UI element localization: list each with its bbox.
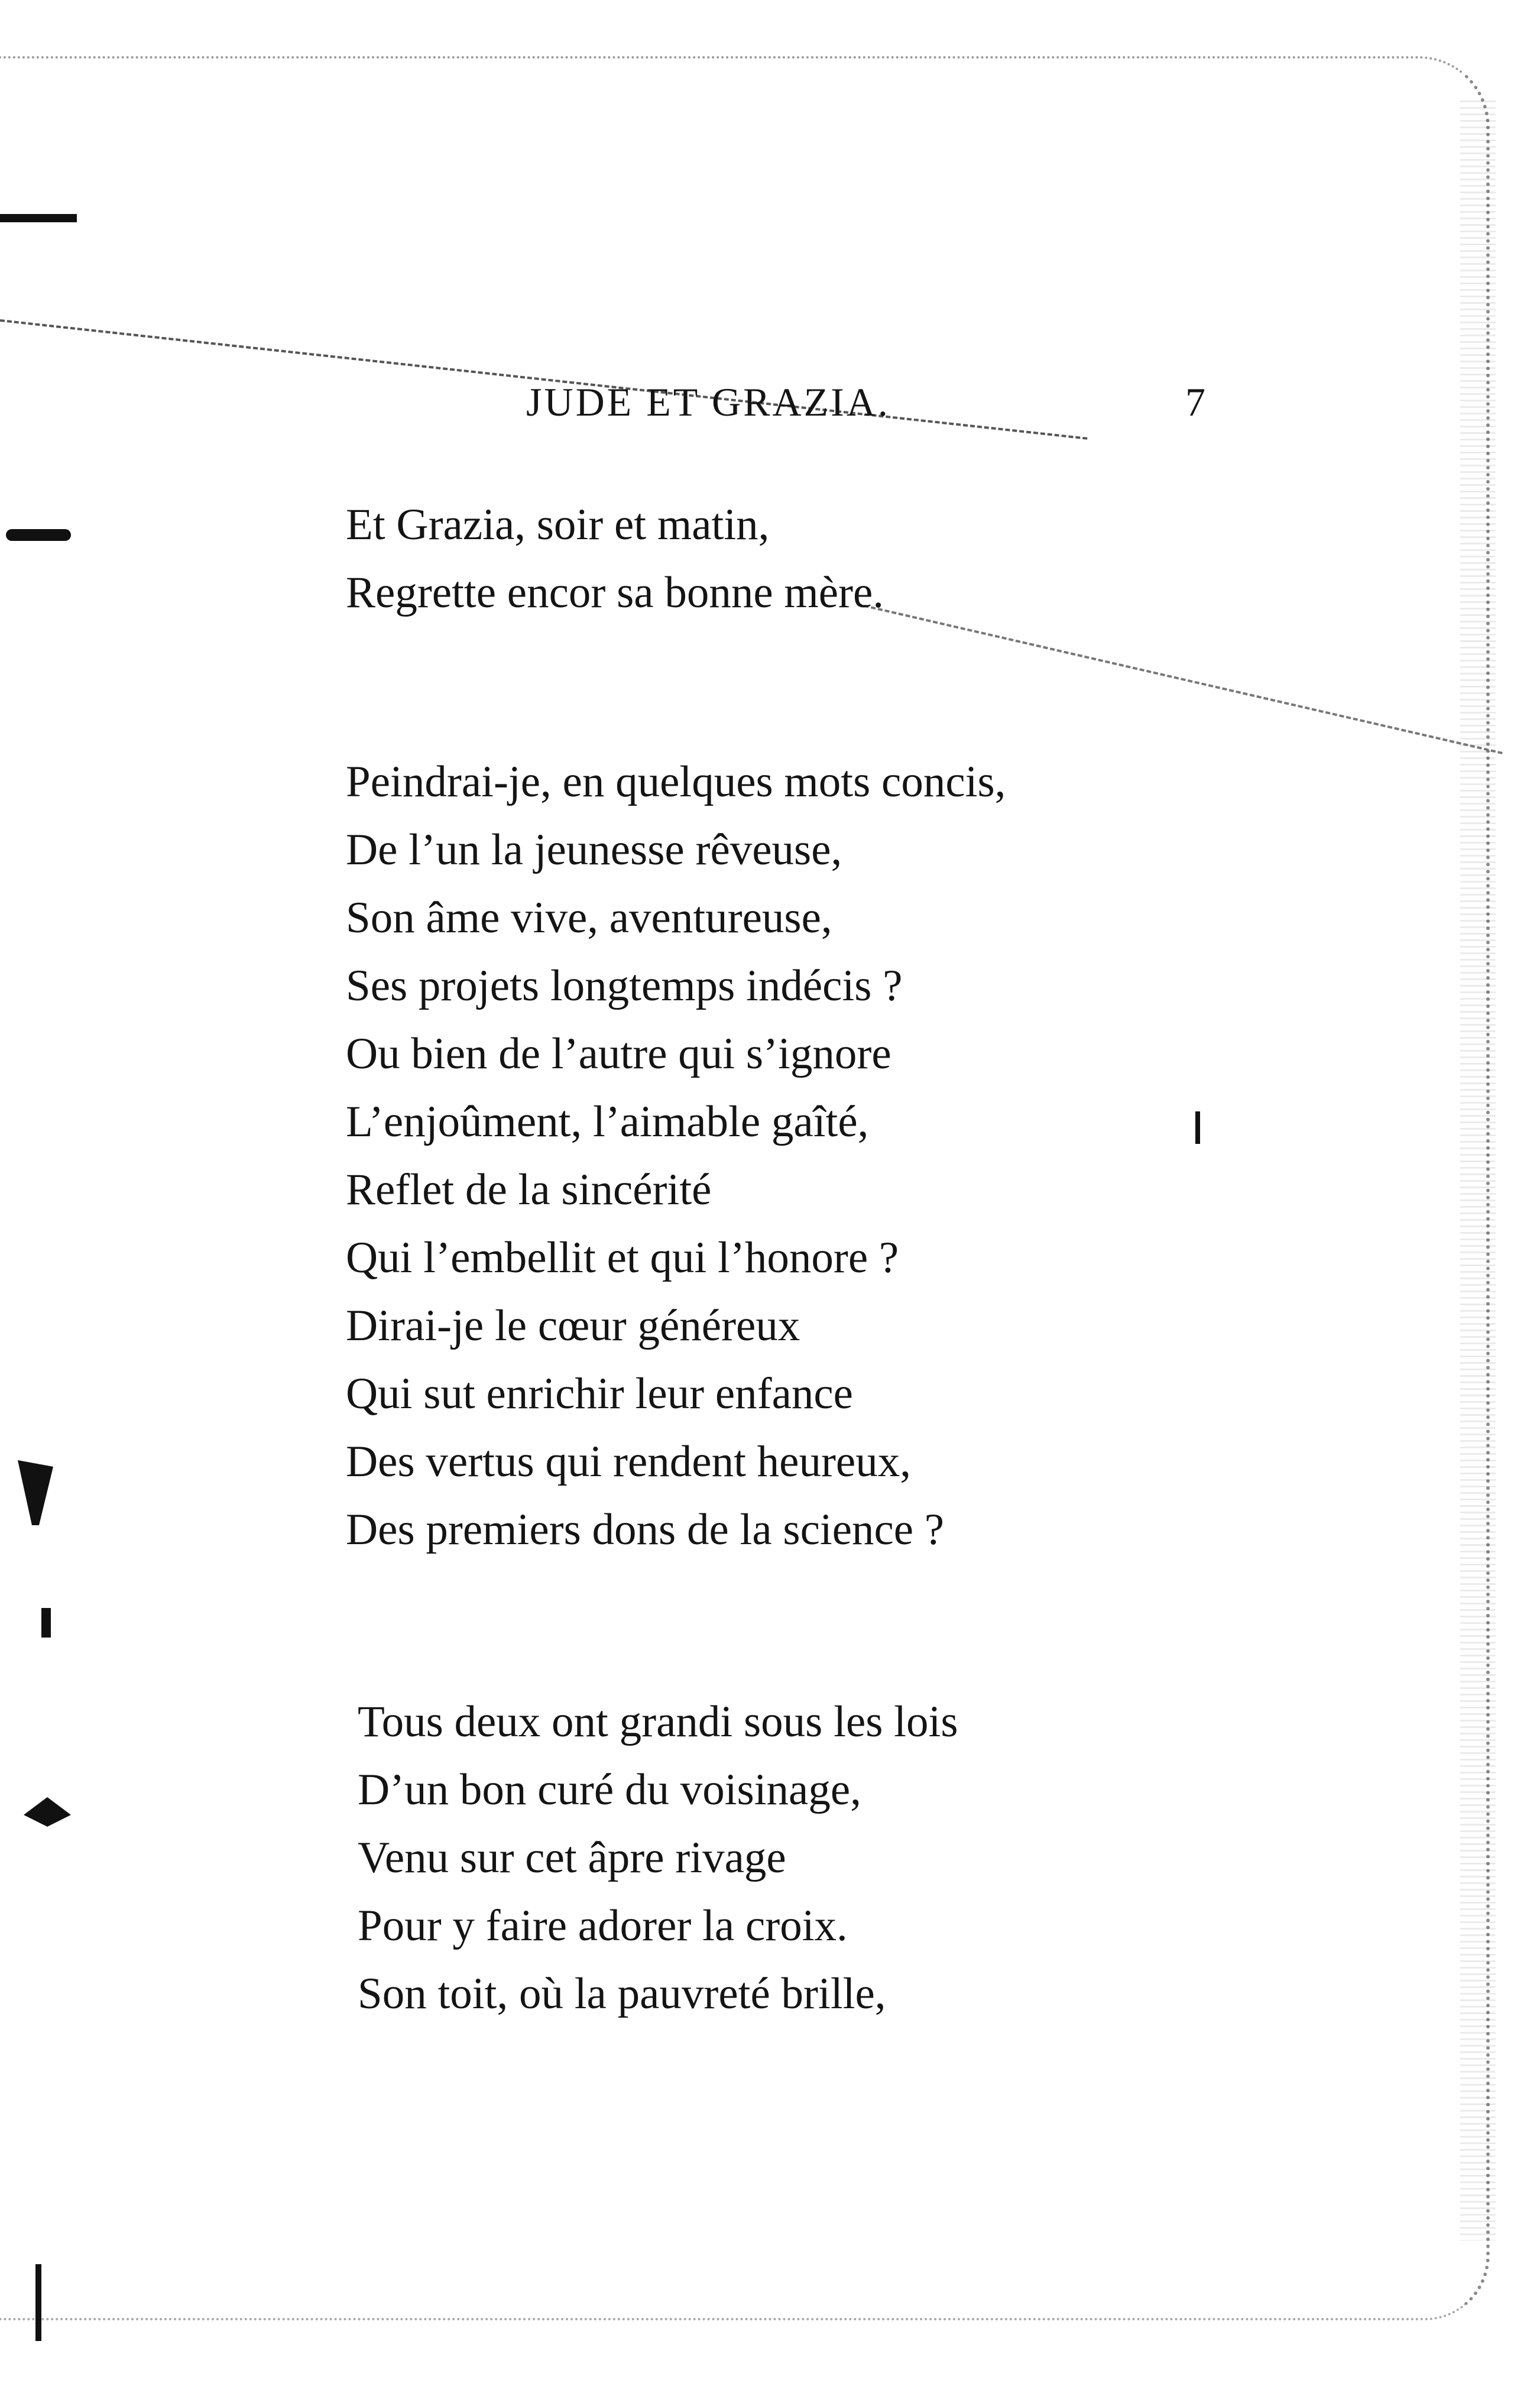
- running-head: [0, 378, 1540, 426]
- verse-line: Reflet de la sincérité: [346, 1165, 712, 1214]
- verse-line: L’enjoûment, l’aimable gaîté,: [346, 1097, 869, 1146]
- margin-mark-6: [35, 2264, 41, 2341]
- verse-line: Ses projets longtemps indécis ?: [346, 961, 903, 1010]
- margin-mark-4: [41, 1608, 51, 1638]
- verse-line: Venu sur cet âpre rivage: [358, 1833, 786, 1882]
- page-number: 7: [1185, 380, 1205, 424]
- verse-line: Son âme vive, aventureuse,: [346, 893, 832, 942]
- stanza-3: [358, 1688, 958, 2028]
- verse-line: Tous deux ont grandi sous les lois: [358, 1697, 958, 1746]
- margin-mark-2: [6, 529, 71, 541]
- stanza-1: [346, 491, 884, 627]
- verse-line: De l’un la jeunesse rêveuse,: [346, 825, 842, 874]
- verse-line: Et Grazia, soir et matin,: [346, 500, 770, 549]
- verse-line: Qui l’embellit et qui l’honore ?: [346, 1233, 899, 1282]
- verse-line: Pour y faire adorer la croix.: [358, 1901, 848, 1950]
- verse-line: Des premiers dons de la science ?: [346, 1505, 945, 1554]
- verse-line: Ou bien de l’autre qui s’ignore: [346, 1029, 891, 1078]
- verse-line: Des vertus qui rendent heureux,: [346, 1437, 911, 1486]
- running-title: JUDE ET GRAZIA.: [526, 380, 890, 424]
- verse-line: Qui sut enrichir leur enfance: [346, 1369, 853, 1418]
- margin-mark-1: [0, 214, 77, 222]
- verse-line: Dirai-je le cœur généreux: [346, 1301, 800, 1350]
- verse-line: Son toit, où la pauvreté brille,: [358, 1969, 886, 2018]
- verse-line: Peindrai-je, en quelques mots concis,: [346, 757, 1006, 806]
- verse-line: D’un bon curé du voisinage,: [358, 1765, 861, 1814]
- verse-line: Regrette encor sa bonne mère.: [346, 568, 884, 617]
- stanza-2: [346, 748, 1006, 1564]
- margin-mark-7: [1195, 1111, 1200, 1144]
